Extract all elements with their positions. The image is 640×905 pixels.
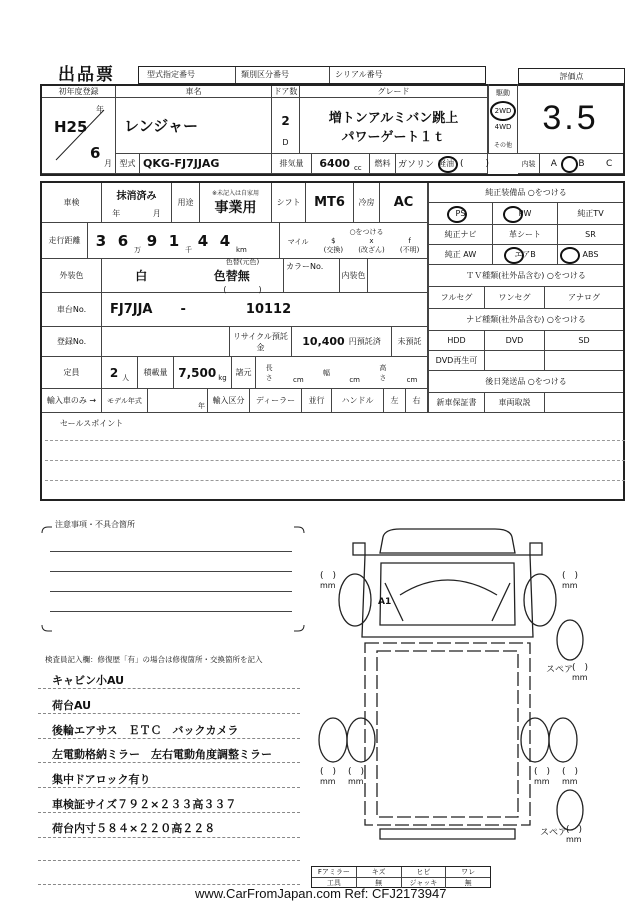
equip-airbag-circle — [504, 247, 524, 264]
navi-blank-1 — [485, 351, 545, 371]
note-line-4: 左電動格納ミラー 左右電動角度調整ミラー — [52, 748, 272, 761]
first-reg-year: H25 — [54, 118, 88, 136]
handle-right: 右 — [406, 389, 428, 413]
chassis-label: 車台No. — [42, 293, 102, 327]
mileage-digit-4: 1 — [168, 231, 180, 250]
note-rule-4 — [38, 762, 300, 763]
equip-sr: SR — [558, 225, 623, 245]
legend-crack: ヒビ — [402, 867, 447, 877]
legend-scratch: キズ — [357, 867, 402, 877]
mileage-unit-man: 万 — [134, 245, 141, 254]
equip-abs-circle — [560, 247, 580, 264]
mile-label: マイル — [287, 237, 309, 246]
spare-label-2: スペア — [540, 828, 568, 838]
mileage-digit-5: 4 — [197, 231, 209, 250]
caution-line-1 — [50, 551, 292, 552]
drive-other: その他 — [493, 141, 512, 149]
displacement-label: 排気量 — [272, 154, 312, 174]
car-name-cell — [116, 98, 272, 154]
caution-line-3 — [50, 591, 292, 592]
spare-bracket-2: ( ) mm — [566, 825, 583, 844]
usage-label: 用途 — [172, 183, 200, 223]
odo-note: ○をつける — [349, 227, 384, 236]
shaken-month-unit: 月 — [152, 208, 161, 218]
legend-break: ワレ — [461, 868, 476, 876]
mm-rear-left-2: ( ) mm — [348, 767, 365, 786]
length-unit: cm — [292, 375, 304, 384]
model-year-label: モデル年式 — [102, 389, 148, 413]
interior-b: B — [578, 158, 585, 169]
car-name: レンジャー — [124, 117, 198, 135]
width-label: 幅 — [322, 368, 330, 377]
equip-abs: ABS — [558, 245, 623, 265]
dims-cell — [256, 357, 428, 389]
import-class-label: 輸入区分 — [208, 389, 250, 413]
interior-b-circle — [561, 156, 578, 173]
navi-dvd-play: DVD再生可 — [428, 351, 485, 371]
damage-legend — [311, 866, 491, 888]
load-unit: kg — [218, 373, 227, 382]
drive-2wd: 2WD — [494, 106, 512, 115]
mileage-label: 走行距離 — [42, 223, 88, 259]
mileage-digit-1: 3 — [95, 231, 107, 250]
model-label: 型式 — [116, 154, 140, 174]
mm-rear-right-1: ( ) mm — [534, 767, 551, 786]
first-reg-month: 6 — [90, 144, 101, 162]
odo-unknown: f (不明) — [399, 236, 420, 254]
mileage-unit-sen: 千 — [185, 245, 192, 254]
model-year-unit: 年 — [198, 401, 205, 410]
caution-bracket — [38, 525, 308, 635]
later-blank — [545, 393, 623, 413]
legend-jack: ジャッキ — [402, 878, 447, 888]
note-rule-3 — [38, 738, 300, 739]
interior-label: 内装 — [518, 154, 540, 174]
score-label: 評価点 — [518, 68, 625, 84]
class-label: 類別区分番号 — [241, 70, 289, 79]
mileage-digit-2: 6 — [117, 231, 129, 250]
sales-line-2 — [45, 460, 625, 461]
tv-type-title: ＴＶ種類(社外品含む) ○をつける — [428, 265, 623, 287]
fuel-label: 燃料 — [370, 154, 396, 174]
note-rule-8 — [38, 860, 300, 861]
car-name-label: 車名 — [116, 86, 272, 98]
spare-label-1: スペア — [546, 665, 574, 675]
shaken-cell — [102, 183, 172, 223]
equip-leather: 革シート — [493, 225, 558, 245]
displacement-cell — [312, 154, 370, 174]
equip-pw: PW — [493, 203, 558, 225]
recycle-paid: 円預託済 — [348, 337, 381, 346]
fuel-cell: ガソリン 軽油 ( ) — [396, 154, 488, 174]
usage-value: 事業用 — [214, 200, 257, 216]
navi-sd: SD — [545, 331, 623, 351]
exterior-value: 白 — [135, 268, 148, 283]
interior-color-cell — [368, 259, 428, 293]
chassis-prefix: FJ7JJA — [110, 302, 153, 317]
odo-tamper: x (改ざん) — [358, 236, 385, 254]
chassis-number: 10112 — [245, 302, 292, 317]
grade-label: グレード — [300, 86, 488, 98]
score-cell — [518, 84, 623, 154]
model-value: QKG-FJ7JJAG — [143, 157, 220, 170]
color-no-cell — [284, 259, 340, 293]
equip-ps-circle — [447, 206, 467, 223]
mm-rear-left-1: ( ) mm — [320, 767, 337, 786]
navi-hdd: HDD — [428, 331, 485, 351]
navi-blank-2 — [545, 351, 623, 371]
legend-jack-none: 無 — [464, 879, 472, 887]
width-unit: cm — [349, 375, 360, 384]
score-value: 3.5 — [542, 99, 599, 137]
ac-value: AC — [393, 195, 414, 210]
caution-line-2 — [50, 571, 292, 572]
equip-tv: 純正TV — [558, 203, 623, 225]
height-label: 高さ — [379, 363, 387, 382]
serial-label: シリアル番号 — [335, 70, 383, 79]
interior-a: A — [550, 158, 557, 169]
usage-note: ※未記入は自家用 — [211, 190, 260, 197]
navi-dvd: DVD — [485, 331, 545, 351]
equip-pw-circle — [503, 206, 523, 223]
doors-label: ドア数 — [272, 86, 300, 98]
legend-mirror: Fアミラー — [312, 867, 357, 877]
mileage-cell — [88, 223, 280, 259]
exterior-cell: 色替(元色) 白 色替無 ( ) — [102, 259, 284, 293]
seats-label: 定員 — [42, 357, 102, 389]
equip-airbag: エアB — [493, 245, 558, 265]
later-warranty: 新車保証書 — [428, 393, 485, 413]
year-unit: 年 — [96, 105, 104, 114]
watermark: www.CarFromJapan.com Ref: CFJ2173947 — [195, 886, 447, 901]
mm-front-left: ( ) mm — [320, 571, 337, 590]
sales-point-label: セールスポイント — [60, 419, 124, 428]
seats-cell — [102, 357, 138, 389]
shaken-year-unit: 年 — [112, 208, 121, 218]
mileage-digit-6: 4 — [219, 231, 231, 250]
page-title: 出品票 — [58, 65, 115, 85]
truck-diagram — [305, 525, 595, 865]
chassis-cell — [102, 293, 428, 327]
drive-4wd: 4WD — [494, 123, 512, 132]
height-unit: cm — [406, 375, 418, 384]
note-rule-7 — [38, 837, 300, 838]
later-manual: 車両取説 — [485, 393, 545, 413]
grade-line2: パワーゲート１ｔ — [341, 129, 446, 145]
tv-oneseg: ワンセグ — [485, 287, 545, 309]
header-id-row — [138, 66, 486, 84]
first-reg-label: 初年度登録 — [42, 86, 116, 98]
navi-type-title: ナビ種類(社外品含む) ○をつける — [428, 309, 623, 331]
equipment-title: 純正装備品 ○をつける — [428, 183, 623, 203]
fuel-diesel: 軽油 — [438, 159, 455, 168]
recycle-label: リサイクル預託金 — [230, 327, 292, 357]
note-rule-6 — [38, 812, 300, 813]
grade-cell — [300, 98, 488, 154]
note-line-3: 後輪エアサス ＥＴＣ バックカメラ — [52, 724, 239, 737]
shift-value: MT6 — [314, 195, 345, 210]
odometer-status-cell — [280, 223, 428, 259]
displacement-unit: cc — [353, 163, 362, 172]
note-rule-1 — [38, 688, 300, 689]
interior-c: C — [605, 158, 613, 169]
legend-tools-none: 無 — [357, 878, 402, 888]
interior-color-label: 内装色 — [340, 259, 368, 293]
load-value: 7,500 — [178, 365, 217, 380]
displacement-value: 6400 — [319, 157, 350, 170]
grade-line1: 増トンアルミバン跳上 — [328, 110, 459, 126]
mileage-km: km — [236, 245, 247, 254]
sales-line-3 — [45, 480, 625, 481]
shift-cell — [306, 183, 354, 223]
ac-label: 冷房 — [354, 183, 380, 223]
note-rule-5 — [38, 787, 300, 788]
note-rule-2 — [38, 713, 300, 714]
ac-cell — [380, 183, 428, 223]
note-line-1: キャビン小AU — [52, 674, 125, 687]
recycle-cell — [292, 327, 392, 357]
import-only-label: 輸入車のみ → — [42, 389, 102, 413]
mileage-digit-3: 9 — [146, 231, 158, 250]
tv-fullseg: フルセグ — [428, 287, 485, 309]
note-rule-9 — [38, 884, 300, 885]
chassis-dash: - — [180, 302, 186, 317]
handle-left: 左 — [384, 389, 406, 413]
doors-unit: D — [282, 138, 289, 147]
reg-no-label: 登録No. — [42, 327, 102, 357]
note-line-2: 荷台AU — [52, 699, 92, 712]
drive-label: 駆動 — [496, 89, 510, 98]
dims-label: 諸元 — [232, 357, 256, 389]
shaken-value: 抹消済み — [116, 190, 157, 202]
doors-value: 2 — [281, 114, 290, 128]
odo-swap: $ (交換) — [323, 236, 344, 254]
equip-aw: 純正 AW — [428, 245, 493, 265]
fuel-gasoline: ガソリン — [398, 160, 435, 170]
model-year-cell — [148, 389, 208, 413]
caution-line-4 — [50, 611, 292, 612]
length-label: 長さ — [265, 363, 273, 382]
recycle-unpaid: 未預託 — [392, 327, 428, 357]
fuel-diesel-circle — [438, 156, 458, 173]
diagram-a1: A1 — [378, 597, 392, 607]
doors-cell — [272, 98, 300, 154]
note-line-6: 車検証サイズ７９２×２３３高３３７ — [52, 798, 237, 811]
equip-ps: PS — [428, 203, 493, 225]
inspector-note: 検査員記入欄：修復歴「有」の場合は修復箇所・交換箇所を記入 — [45, 655, 263, 664]
model-cert-label: 型式指定番号 — [147, 70, 195, 79]
note-line-5: 集中ドアロック有り — [52, 773, 151, 786]
tv-analog: アナログ — [545, 287, 623, 309]
import-dealer: ディーラー — [250, 389, 302, 413]
seats-unit: 人 — [122, 373, 130, 382]
sales-line-1 — [45, 440, 625, 441]
month-unit: 月 — [104, 159, 112, 168]
spare-bracket-1: ( ) mm — [572, 663, 589, 682]
seats-value: 2 — [109, 365, 119, 380]
drive-2wd-circle — [490, 101, 516, 121]
legend-tools: 工具 — [312, 878, 357, 888]
exterior-label: 外装色 — [42, 259, 102, 293]
shaken-label: 車検 — [42, 183, 102, 223]
handle-label: ハンドル — [332, 389, 384, 413]
repaint-label: 色替(元色) — [225, 257, 260, 266]
usage-cell — [200, 183, 272, 223]
mm-rear-right-2: ( ) mm — [562, 767, 579, 786]
load-cell — [174, 357, 232, 389]
note-line-7: 荷台内寸５８４×２２０高２２８ — [52, 822, 216, 835]
later-title: 後日発送品 ○をつける — [428, 371, 623, 393]
load-label: 積載量 — [138, 357, 174, 389]
color-no-label: カラーNo. — [286, 262, 324, 271]
shift-label: シフト — [272, 183, 306, 223]
caution-label: 注意事項・不具合箇所 — [55, 520, 135, 529]
repaint-value: 色替無 — [213, 268, 250, 283]
import-parallel: 並行 — [302, 389, 332, 413]
recycle-value: 10,400 — [302, 335, 345, 348]
interior-grades — [540, 154, 623, 174]
mm-front-right: ( ) mm — [562, 571, 579, 590]
equip-navi: 純正ナビ — [428, 225, 493, 245]
model-cell — [140, 154, 272, 174]
reg-no-cell — [102, 327, 230, 357]
